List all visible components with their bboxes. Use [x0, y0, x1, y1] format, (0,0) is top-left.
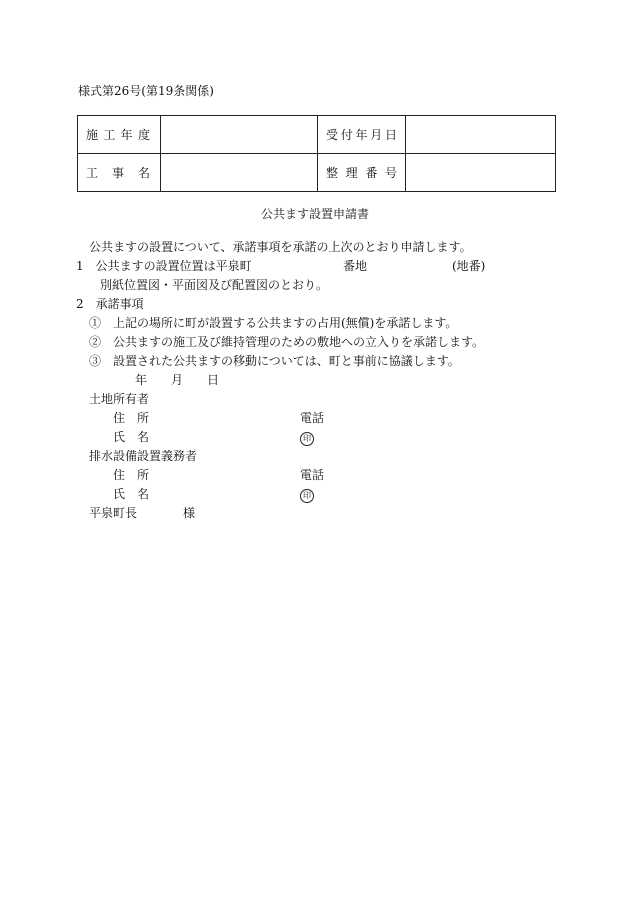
project-name-label-cell	[78, 154, 161, 192]
seal-icon: 印	[300, 489, 314, 503]
land-owner-name-label: 氏 名	[113, 430, 150, 444]
item1-banchi: 番地	[343, 259, 368, 273]
project-name-field[interactable]	[161, 154, 318, 192]
header-row-1	[78, 116, 556, 154]
drainage-obligor-seal-mark	[300, 487, 314, 503]
received-date-label-cell	[318, 116, 406, 154]
drainage-obligor-address-label: 住 所	[113, 468, 150, 482]
condition-2: ② 公共ますの施工及び維持管理のための敷地への立入りを承諾します。	[89, 335, 485, 349]
item2-heading: 2 承諾事項	[76, 297, 144, 311]
land-owner-phone-label: 電話	[300, 411, 325, 425]
date-line: 年 月 日	[135, 373, 220, 387]
construction-year-field[interactable]	[161, 116, 318, 154]
item1-chiban: (地番)	[452, 259, 486, 273]
project-name-label: 工 事 名	[86, 166, 150, 180]
drainage-obligor-phone-label: 電話	[300, 468, 325, 482]
land-owner-address-label: 住 所	[113, 411, 150, 425]
addressee-honorific: 様	[183, 506, 196, 520]
header-row-2	[78, 154, 556, 192]
reference-number-label-cell	[318, 154, 406, 192]
received-date-label: 受 付 年 月 日	[326, 128, 397, 142]
header-table	[77, 115, 556, 192]
land-owner-label: 土地所有者	[89, 392, 150, 406]
document-title: 公共ます設置申請書	[260, 207, 369, 221]
seal-icon: 印	[300, 432, 314, 446]
land-owner-seal-mark	[300, 430, 314, 446]
reference-number-field[interactable]	[406, 154, 556, 192]
form-number: 様式第26号(第19条関係)	[78, 84, 214, 98]
drainage-obligor-name-label: 氏 名	[113, 487, 150, 501]
received-date-field[interactable]	[406, 116, 556, 154]
drainage-obligor-label: 排水設備設置義務者	[89, 449, 198, 463]
intro-text: 公共ますの設置について、承諾事項を承諾の上次のとおり申請します。	[89, 240, 472, 254]
item1-location: 1 公共ますの設置位置は平泉町	[76, 259, 252, 273]
construction-year-label: 施 工 年 度	[86, 128, 150, 142]
condition-1: ① 上記の場所に町が設置する公共ますの占用(無償)を承諾します。	[89, 316, 458, 330]
reference-number-label: 整 理 番 号	[326, 166, 397, 180]
addressee-label: 平泉町長	[89, 506, 138, 520]
condition-3: ③ 設置された公共ますの移動については、町と事前に協議します。	[89, 354, 460, 368]
construction-year-label-cell	[78, 116, 161, 154]
item1-sub: 別紙位置図・平面図及び配置図のとおり。	[100, 278, 329, 292]
